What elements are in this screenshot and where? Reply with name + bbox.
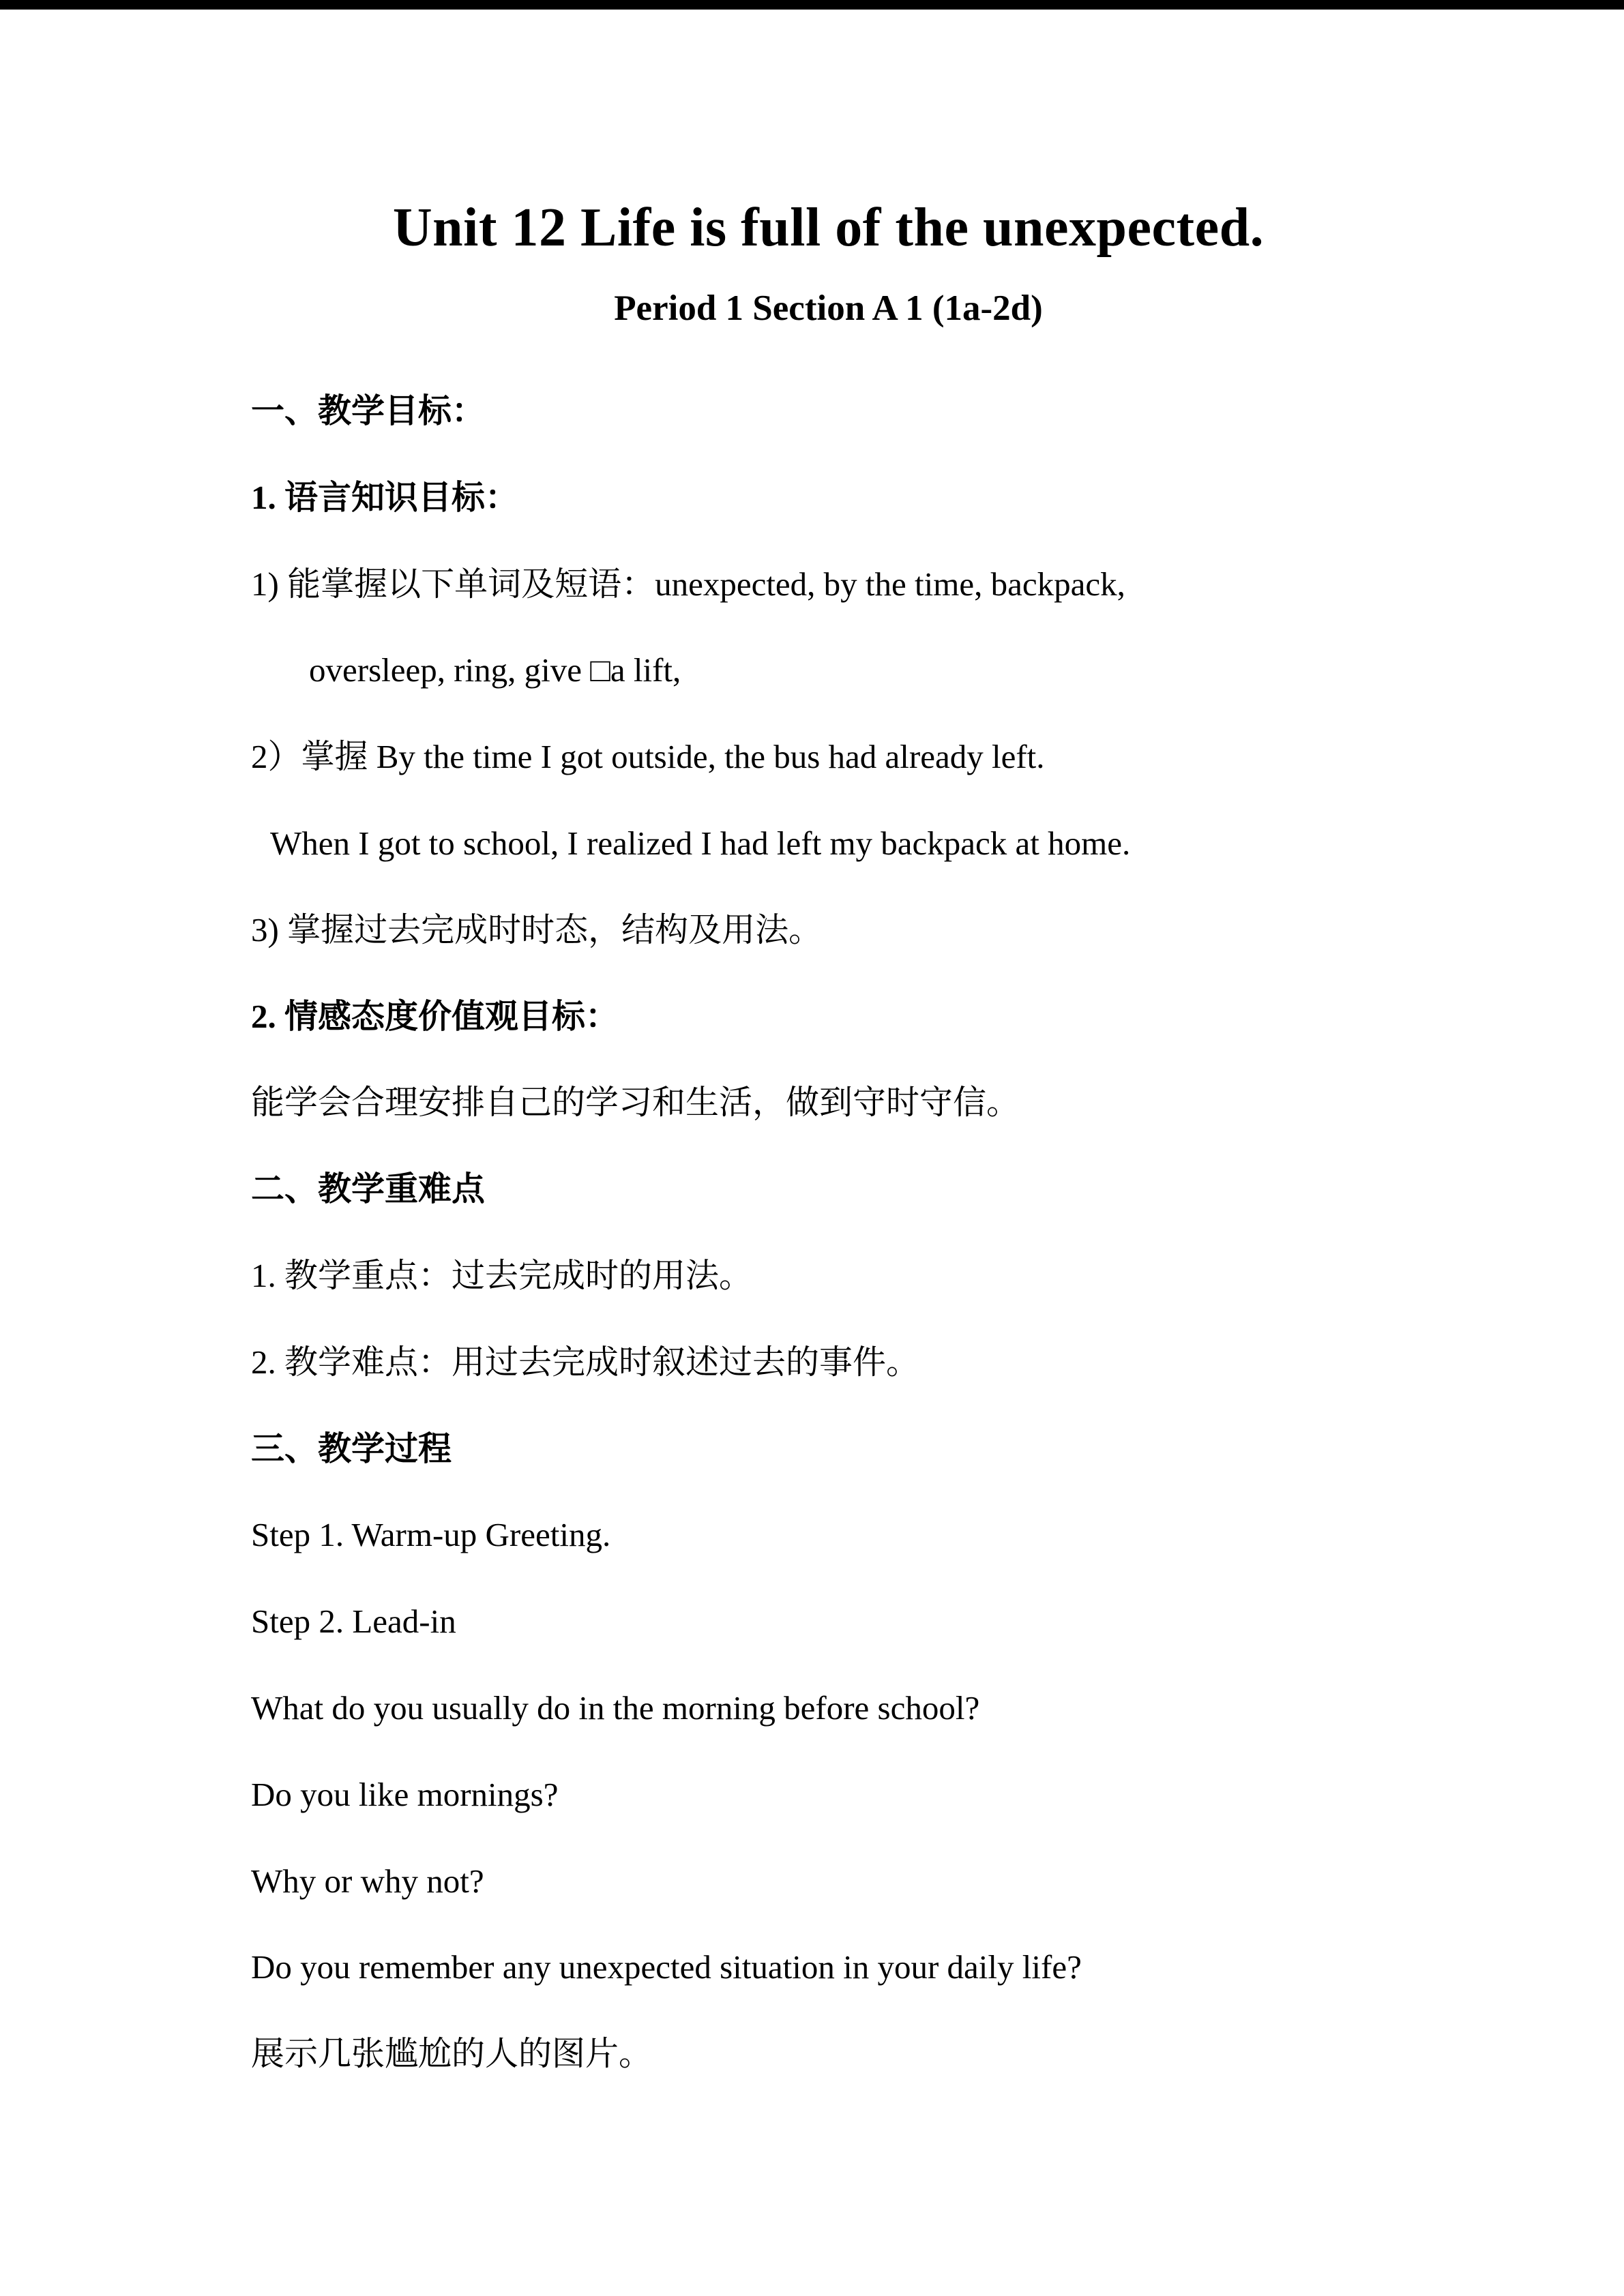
paragraph-question-3: Why or why not? bbox=[251, 1862, 484, 1900]
paragraph-grammar-goal: 3) 掌握过去完成时时态，结构及用法。 bbox=[251, 910, 823, 949]
heading-language-knowledge-goals: 1. 语言知识目标： bbox=[251, 478, 519, 516]
heading-teaching-goals: 一、教学目标： bbox=[251, 392, 486, 430]
document-subtitle: Period 1 Section A 1 (1a-2d) bbox=[614, 288, 1043, 328]
document-title: Unit 12 Life is full of the unexpected. bbox=[392, 198, 1265, 258]
paragraph-words-phrases-cont: oversleep, ring, give □a lift, bbox=[309, 651, 681, 689]
paragraph-difficult-point: 2. 教学难点：用过去完成时叙述过去的事件。 bbox=[251, 1343, 920, 1381]
paragraph-sentence-2: When I got to school, I realized I had left my backpack at home. bbox=[270, 824, 1131, 862]
document-page bbox=[0, 10, 1624, 2074]
paragraph-words-phrases: 1) 能掌握以下单词及短语：unexpected, by the time, backpack, bbox=[251, 565, 1125, 603]
paragraph-show-pictures: 展示几张尴尬的人的图片。 bbox=[251, 2035, 653, 2073]
paragraph-key-point: 1. 教学重点：过去完成时的用法。 bbox=[251, 1256, 753, 1294]
paragraph-step-1: Step 1. Warm-up Greeting. bbox=[251, 1516, 611, 1554]
heading-key-difficult-points: 二、教学重难点 bbox=[251, 1170, 486, 1208]
paragraph-emotion-goal-detail: 能学会合理安排自己的学习和生活，做到守时守信。 bbox=[251, 1084, 1020, 1122]
paragraph-question-4: Do you remember any unexpected situation in your daily life? bbox=[251, 1948, 1082, 1986]
paragraph-step-2: Step 2. Lead-in bbox=[251, 1602, 456, 1641]
scan-top-edge bbox=[0, 0, 1624, 10]
paragraph-question-2: Do you like mornings? bbox=[251, 1775, 559, 1813]
heading-emotion-goals: 2. 情感态度价值观目标： bbox=[251, 997, 619, 1035]
heading-teaching-process: 三、教学过程 bbox=[251, 1429, 452, 1467]
paragraph-sentence-1: 2）掌握 By the time I got outside, the bus had already left. bbox=[251, 738, 1045, 776]
paragraph-question-1: What do you usually do in the morning before school? bbox=[251, 1688, 980, 1727]
